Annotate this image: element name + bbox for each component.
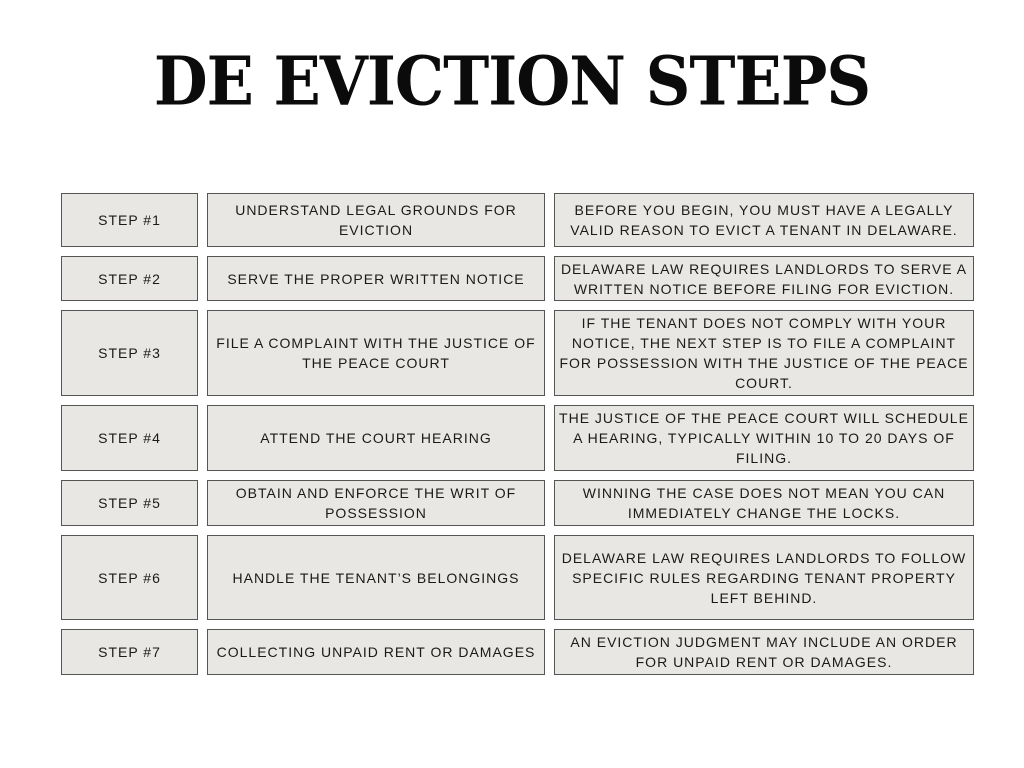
step-action-2: SERVE THE PROPER WRITTEN NOTICE: [207, 256, 545, 301]
step-action-6: HANDLE THE TENANT’S BELONGINGS: [207, 535, 545, 620]
step-label-1: STEP #1: [61, 193, 198, 247]
step-description-1: BEFORE YOU BEGIN, YOU MUST HAVE A LEGALLY VALID REASON TO EVICT A TENANT IN DELAWARE.: [554, 193, 974, 247]
step-label-4: STEP #4: [61, 405, 198, 471]
page-title: DE EVICTION STEPS: [153, 42, 871, 121]
step-description-7: AN EVICTION JUDGMENT MAY INCLUDE AN ORDER FOR UNPAID RENT OR DAMAGES.: [554, 629, 974, 675]
step-action-7: COLLECTING UNPAID RENT OR DAMAGES: [207, 629, 545, 675]
step-label-3: STEP #3: [61, 310, 198, 396]
step-description-6: DELAWARE LAW REQUIRES LANDLORDS TO FOLLOW SPECIFIC RULES REGARDING TENANT PROPERTY LEFT BEHIND.: [554, 535, 974, 620]
step-label-2: STEP #2: [61, 256, 198, 301]
step-description-2: DELAWARE LAW REQUIRES LANDLORDS TO SERVE A WRITTEN NOTICE BEFORE FILING FOR EVICTION.: [554, 256, 974, 301]
step-label-5: STEP #5: [61, 480, 198, 526]
step-action-5: OBTAIN AND ENFORCE THE WRIT OF POSSESSION: [207, 480, 545, 526]
step-action-4: ATTEND THE COURT HEARING: [207, 405, 545, 471]
step-label-6: STEP #6: [61, 535, 198, 620]
step-action-1: UNDERSTAND LEGAL GROUNDS FOR EVICTION: [207, 193, 545, 247]
step-description-4: THE JUSTICE OF THE PEACE COURT WILL SCHEDULE A HEARING, TYPICALLY WITHIN 10 TO 20 DAYS OF FILING.: [554, 405, 974, 471]
step-description-5: WINNING THE CASE DOES NOT MEAN YOU CAN IMMEDIATELY CHANGE THE LOCKS.: [554, 480, 974, 526]
step-action-3: FILE A COMPLAINT WITH THE JUSTICE OF THE PEACE COURT: [207, 310, 545, 396]
step-label-7: STEP #7: [61, 629, 198, 675]
step-description-3: IF THE TENANT DOES NOT COMPLY WITH YOUR NOTICE, THE NEXT STEP IS TO FILE A COMPLAINT FOR POSSESSION WITH THE JUSTICE OF THE PEACE COURT.: [554, 310, 974, 396]
